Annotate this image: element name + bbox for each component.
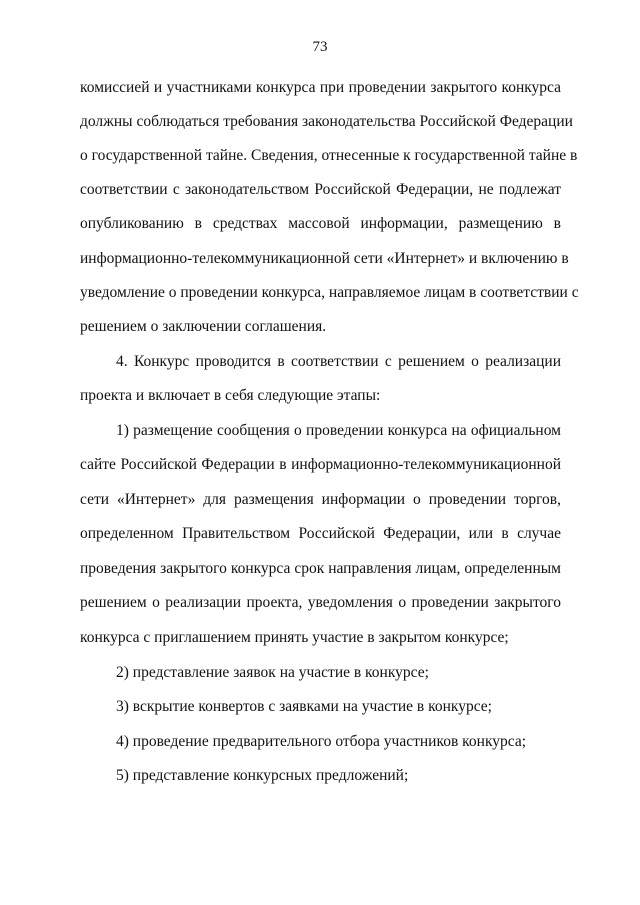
text-line: о государственной тайне. Сведения, отнесенные к государственной тайне в — [80, 147, 578, 164]
text-line: конкурса с приглашением принять участие в закрытом конкурсе; — [80, 629, 509, 646]
text-line: опубликованию в средствах массовой информации, размещению в — [80, 215, 561, 232]
text-line: решением о реализации проекта, уведомления о проведении закрытого — [80, 594, 561, 611]
text-line: 4. Конкурс проводится в соответствии с решением о реализации — [116, 353, 561, 370]
text-line: 2) представление заявок на участие в конкурсе; — [116, 664, 429, 681]
text-line: проведения закрытого конкурса срок направления лицам, определенным — [80, 560, 561, 577]
text-line: 3) вскрытие конвертов с заявками на участие в конкурсе; — [116, 698, 492, 715]
text-line: сети «Интернет» для размещения информации о проведении торгов, — [80, 491, 561, 508]
text-line: информационно-телекоммуникационной сети «Интернет» и включению в — [80, 250, 569, 267]
text-line: решением о заключении соглашения. — [80, 318, 327, 335]
text-line: проекта и включает в себя следующие этапы: — [80, 387, 381, 404]
text-line: 1) размещение сообщения о проведении конкурса на официальном — [116, 422, 561, 439]
text-line: комиссией и участниками конкурса при проведении закрытого конкурса — [80, 79, 561, 96]
text-line: определенном Правительством Российской Федерации, или в случае — [80, 525, 561, 542]
text-line: должны соблюдаться требования законодательства Российской Федерации — [80, 113, 573, 130]
text-line: 4) проведение предварительного отбора участников конкурса; — [116, 733, 527, 750]
text-line: сайте Российской Федерации в информационно-телекоммуникационной — [80, 456, 561, 473]
text-line: уведомление о проведении конкурса, направляемое лицам в соответствии с — [80, 284, 579, 301]
text-line: соответствии с законодательством Российской Федерации, не подлежат — [80, 181, 561, 198]
text-line: 5) представление конкурсных предложений; — [116, 767, 409, 784]
page-number: 73 — [312, 39, 328, 55]
